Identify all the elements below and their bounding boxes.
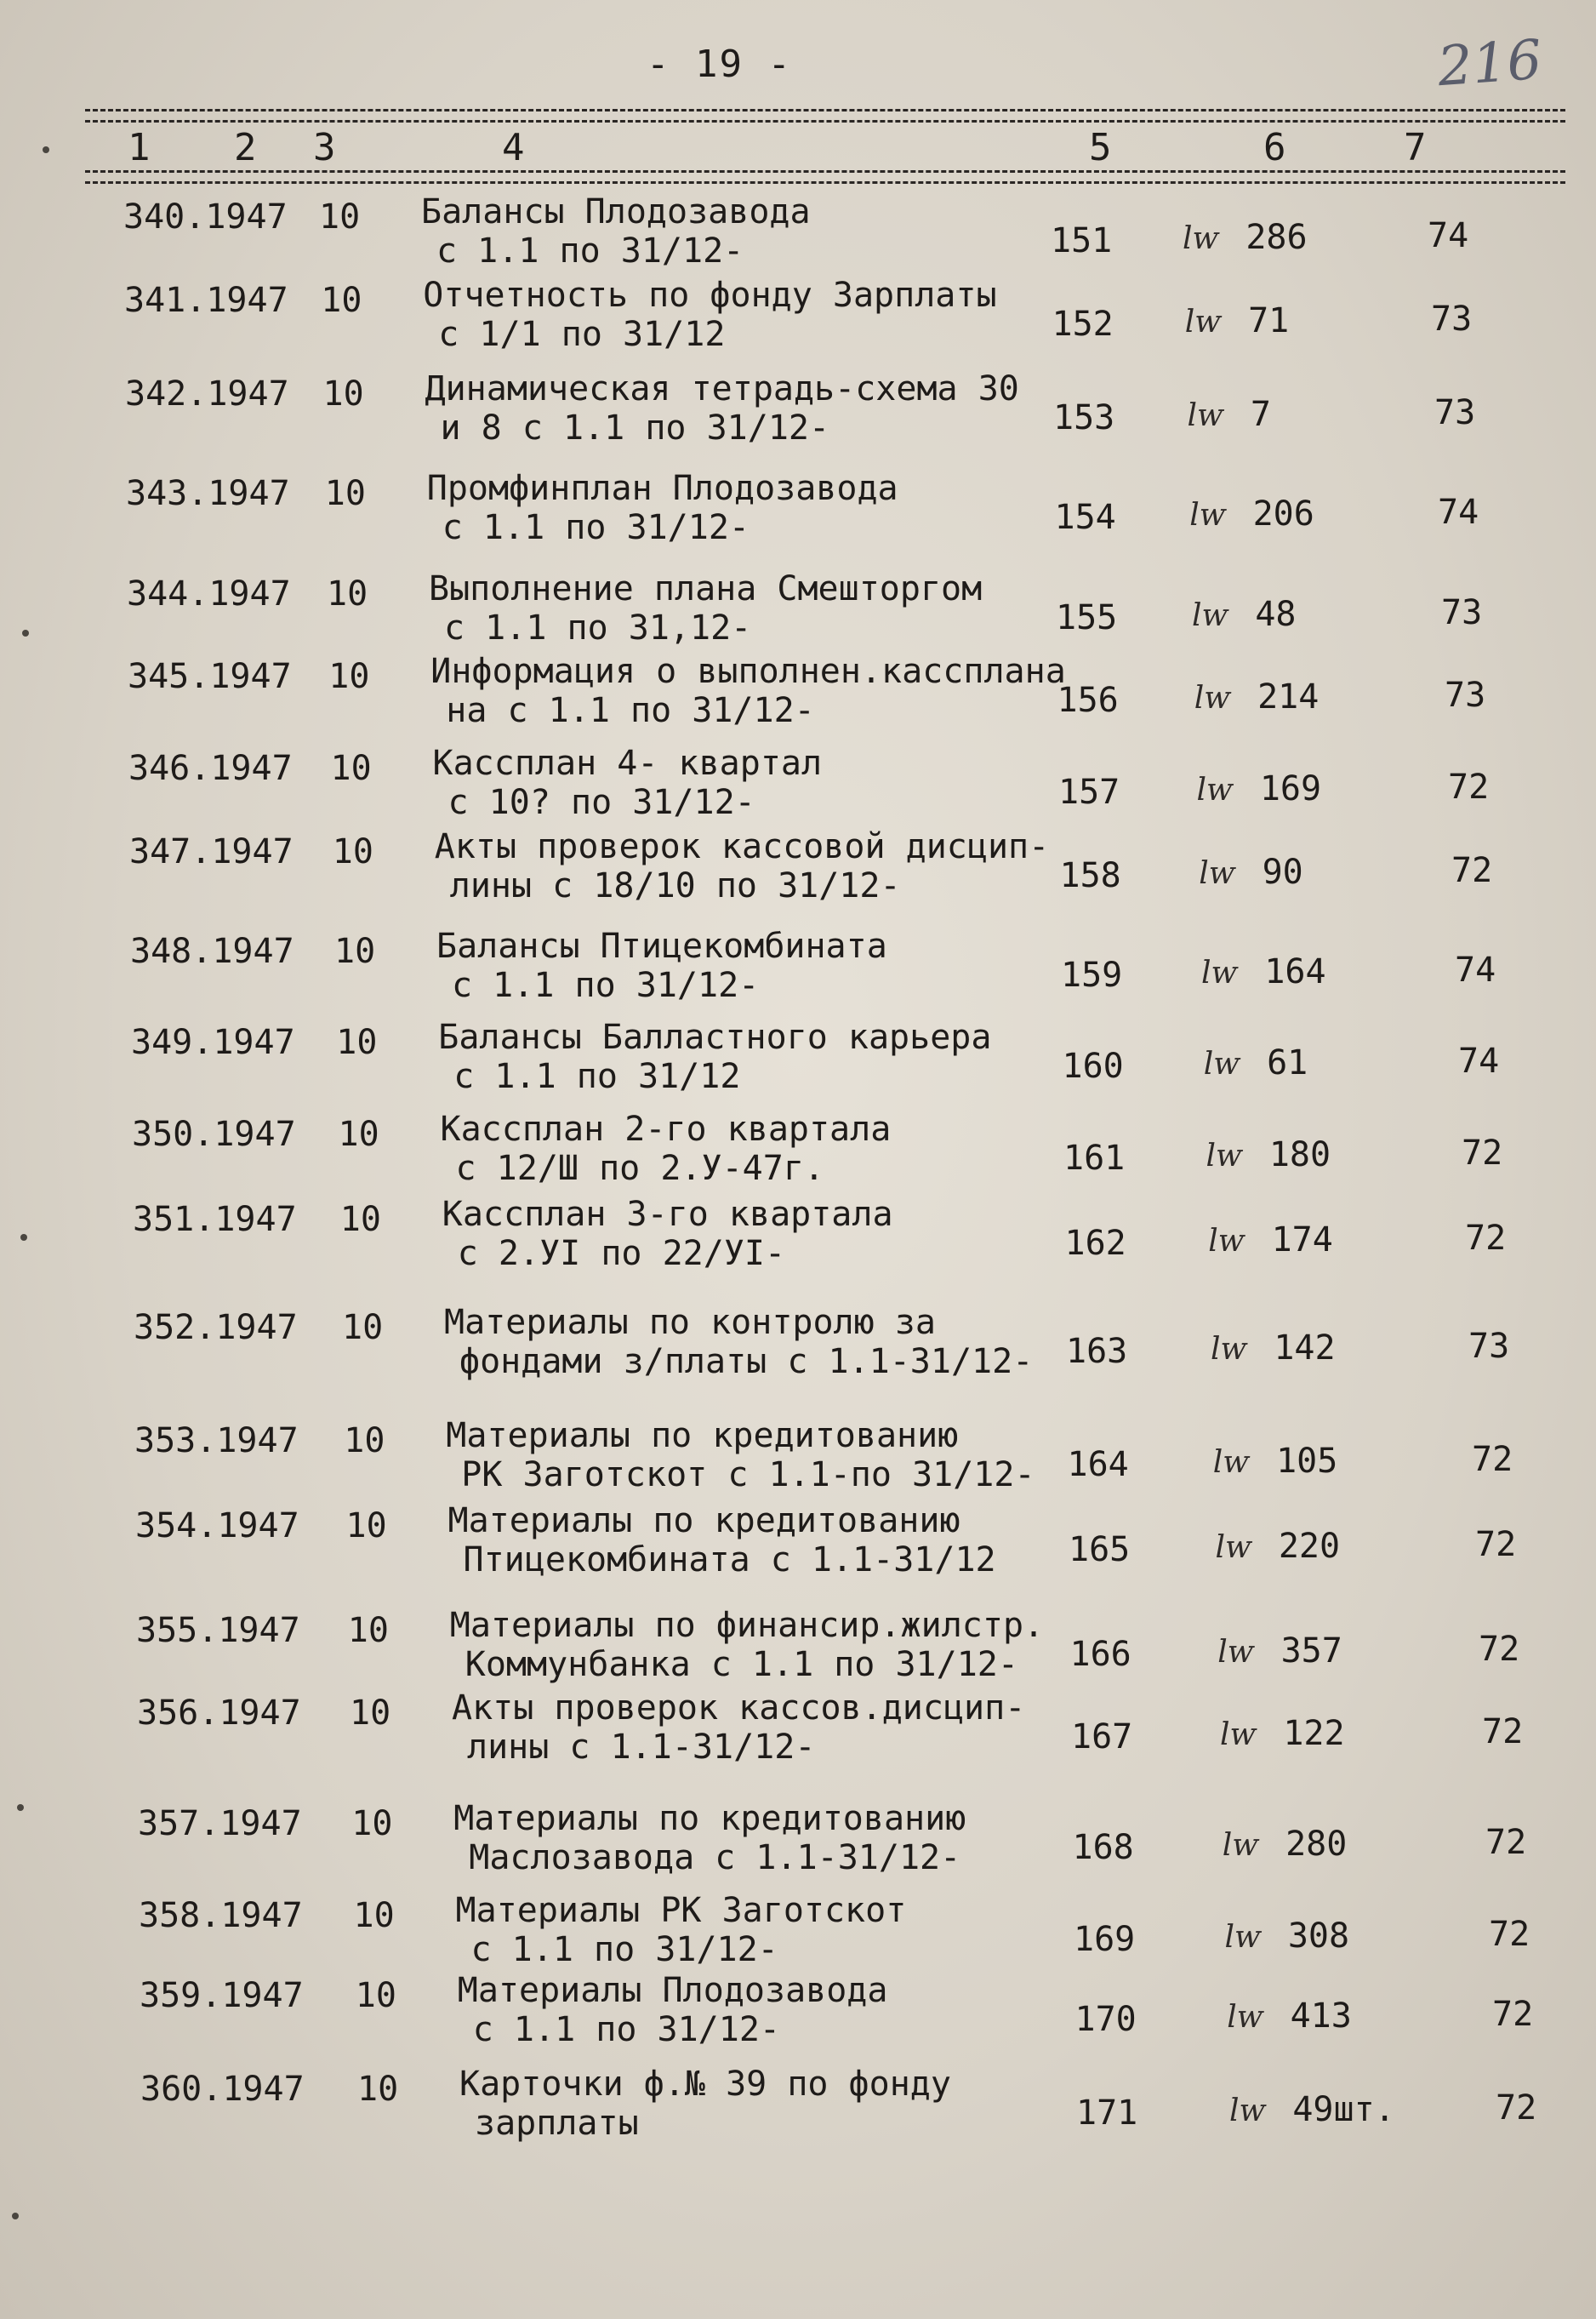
entry-year: 1947 [208,574,291,614]
column-header-1: 1 [128,126,151,169]
entry-year: 1947 [214,1115,296,1154]
entry-index: 344. [127,574,209,614]
entry-index: 360. [140,2070,223,2109]
handwritten-mark: lᴡ [1220,1717,1257,1752]
entry-column-6 [1204,1043,1308,1082]
entry-column-6-value: 286 [1245,218,1308,257]
entry-column-7: 74 [1455,951,1496,990]
entry-index: 347. [129,832,212,871]
column-header-7: 7 [1404,126,1427,169]
entry-category: 10 [353,1896,395,1935]
entry-year: 1947 [219,1804,302,1843]
handwritten-mark: lᴡ [1215,1530,1251,1565]
handwritten-mark: lᴡ [1222,1828,1259,1863]
entry-column-5: 155 [1056,598,1118,637]
entry-number [127,574,291,614]
entry-column-6 [1220,1714,1345,1753]
entry-title-line1: Кассплан 4- квартал [432,744,823,783]
column-header-4: 4 [502,126,525,169]
handwritten-mark: lᴡ [1201,956,1238,991]
entry-title-line2: РК Заготскот с 1.1-по 31/12- [461,1455,1035,1494]
entry-category: 10 [345,1506,387,1545]
entry-category: 10 [321,281,362,320]
entry-column-5: 160 [1062,1047,1124,1086]
entry-index: 355. [136,1611,219,1650]
handwritten-mark: lᴡ [1189,498,1226,533]
entry-category: 10 [344,1421,385,1460]
entry-title [452,1688,1025,1767]
entry-category: 10 [330,749,372,788]
entry-column-5: 161 [1063,1139,1126,1178]
entry-title [459,2065,951,2143]
entry-title [453,1799,966,1877]
entry-title-line2: Коммунбанка с 1.1 по 31/12- [465,1645,1018,1684]
handwritten-mark: lᴡ [1206,1139,1242,1174]
margin-mark [12,2213,19,2219]
entry-column-6 [1183,218,1308,257]
entry-column-7: 74 [1428,216,1469,255]
entry-title-line2: лины с 1.1-31/12- [467,1728,816,1767]
entry-column-7: 72 [1479,1630,1520,1669]
entry-title-line2: с 1.1 по 31/12- [442,508,750,547]
entry-column-5: 159 [1061,956,1123,995]
entry-column-6-value: 164 [1264,952,1326,991]
entry-title-line2: Маслозавода с 1.1-31/12- [469,1838,961,1877]
margin-mark [43,146,49,153]
entry-index: 343. [126,474,208,513]
entry-index: 358. [139,1896,221,1935]
entry-year: 1947 [215,1308,298,1347]
entry-column-5: 171 [1076,2093,1138,2133]
entry-title [448,1501,996,1579]
entry-column-7: 72 [1482,1712,1524,1751]
entry-column-6-value: 7 [1250,395,1271,434]
entry-category: 10 [332,832,373,871]
column-header-6: 6 [1263,126,1286,169]
entry-title-line2: с 10? по 31/12- [447,783,755,822]
entry-year: 1947 [218,1611,300,1650]
entry-column-5: 164 [1067,1445,1129,1484]
entry-number [132,1115,296,1154]
entry-column-6 [1213,1442,1338,1481]
entry-title-line1: Материалы по кредитованию [453,1799,966,1838]
entry-column-5: 151 [1051,221,1113,260]
entry-index: 350. [132,1115,214,1154]
entry-title-line2: с 1.1 по 31/12 [453,1057,741,1096]
entry-title-line2: с 1.1 по 31/12- [470,1930,778,1969]
entry-column-5: 158 [1059,856,1121,895]
entry-title [436,927,887,1005]
entry-column-5: 153 [1053,398,1115,437]
entry-column-6-value: 308 [1287,1916,1350,1956]
entry-title [444,1303,1033,1381]
header-rule-top [85,109,1565,123]
handwritten-mark: lᴡ [1208,1224,1245,1259]
entry-title-line2: лины с 18/10 по 31/12- [449,866,901,905]
entry-title-line1: Материалы по контролю за [444,1303,936,1342]
entry-title-line1: Материалы РК Заготскот [455,1891,907,1930]
handwritten-mark: lᴡ [1184,305,1222,340]
entry-year: 1947 [210,749,293,788]
entry-title [421,192,811,271]
entry-title-line1: Материалы Плодозавода [457,1971,888,2010]
entry-column-5: 154 [1054,498,1116,537]
entry-category: 10 [347,1611,389,1650]
handwritten-mark: lᴡ [1211,1332,1247,1367]
entry-title-line1: Кассплан 3-го квартала [442,1195,893,1234]
entry-index: 353. [134,1421,217,1460]
column-header-row [0,126,1596,168]
entry-column-7: 72 [1489,1915,1530,1954]
entry-column-6 [1199,853,1303,892]
entry-title-line2: с 1/1 по 31/12 [438,315,726,354]
handwritten-mark: lᴡ [1224,1920,1261,1955]
entry-column-6 [1229,2090,1395,2129]
entry-column-6-value: 206 [1252,494,1314,534]
entry-column-7: 72 [1472,1440,1513,1479]
handwritten-mark: lᴡ [1196,773,1233,808]
handwritten-mark: lᴡ [1183,221,1219,256]
entry-number [126,474,290,513]
entry-column-5: 170 [1074,2000,1137,2039]
entry-year: 1947 [216,1421,299,1460]
handwritten-mark: lᴡ [1199,856,1235,891]
entry-column-6 [1216,1527,1341,1566]
entry-column-5: 156 [1057,681,1119,720]
entry-column-5: 169 [1074,1920,1136,1959]
entry-title-line2: и 8 с 1.1 по 31/12- [440,408,830,448]
entry-title-line1: Кассплан 2-го квартала [440,1110,892,1149]
entry-index: 351. [133,1200,215,1239]
entry-column-7: 72 [1462,1134,1503,1173]
entry-number [131,1023,295,1062]
entry-index: 342. [125,374,208,414]
entry-title [441,1110,892,1188]
entry-title [450,1606,1044,1684]
handwritten-mark: lᴡ [1194,681,1231,716]
entry-year: 1947 [222,2070,305,2109]
entry-column-7: 72 [1485,1823,1527,1862]
entry-column-6 [1201,952,1326,991]
entry-year: 1947 [219,1694,301,1733]
entry-column-7: 72 [1451,851,1493,890]
entry-year: 1947 [205,197,288,237]
entry-title [430,652,1066,730]
entry-title-line1: Выполнение плана Смешторгом [429,569,983,608]
entry-category: 10 [338,1115,379,1154]
column-header-2: 2 [234,126,257,169]
entry-column-6-value: 280 [1285,1825,1348,1864]
column-header-5: 5 [1089,126,1112,169]
entry-title-line2: зарплаты [475,2104,639,2143]
entry-column-5: 166 [1069,1635,1131,1674]
entry-title [433,744,823,822]
entry-title [425,369,1019,448]
entry-title [446,1416,1035,1494]
entry-category: 10 [351,1804,393,1843]
entry-column-7: 73 [1468,1327,1510,1366]
entry-column-7: 73 [1431,300,1473,339]
entry-column-6 [1185,301,1290,340]
entry-title [427,469,898,547]
entry-title [423,276,996,354]
entry-index: 340. [123,197,206,237]
entry-column-5: 165 [1069,1530,1131,1569]
entry-column-6-value: 214 [1257,677,1320,717]
entry-number [138,1804,302,1843]
entry-column-6 [1206,1135,1331,1174]
entry-title-line1: Балансы Птицекомбината [436,927,887,966]
entry-category: 10 [342,1308,384,1347]
entry-column-7: 72 [1492,1995,1534,2034]
entry-title [429,569,982,648]
entry-title-line1: Акты проверок кассов.дисцип- [452,1688,1026,1728]
entry-category: 10 [319,197,361,237]
handwritten-mark: lᴡ [1187,398,1223,433]
entry-column-6-value: 142 [1274,1328,1336,1368]
entry-column-6-value: 180 [1268,1135,1331,1174]
entry-column-7: 73 [1441,593,1483,632]
entry-number [128,749,293,788]
entry-title-line1: Промфинплан Плодозавода [426,469,898,508]
entry-year: 1947 [212,932,294,971]
entry-title-line1: Динамическая тетрадь-схема 30 [425,369,1019,408]
entry-title [456,1891,907,1969]
entry-title-line2: с 1.1 по 31/12- [436,231,744,271]
entry-title-line1: Информация о выполнен.кассплана [430,652,1066,691]
entry-number [133,1200,297,1239]
entry-column-7: 74 [1438,493,1479,532]
entry-title [458,1971,888,2049]
entry-number [123,197,288,237]
entry-title-line2: с 2.УI по 22/УI- [457,1234,786,1273]
entry-column-6-value: 61 [1267,1043,1308,1082]
entry-column-6 [1217,1631,1342,1671]
entry-number [130,932,294,971]
entry-column-6 [1194,677,1320,717]
entry-column-5: 168 [1072,1828,1134,1867]
margin-mark [20,1234,27,1241]
entry-column-6 [1211,1328,1336,1368]
entry-column-7: 73 [1434,393,1476,432]
entry-number [137,1694,301,1733]
entry-category: 10 [322,374,364,414]
entry-column-6-value: 90 [1262,853,1303,892]
margin-mark [22,630,29,637]
entry-index: 346. [128,749,211,788]
entry-category: 10 [327,574,368,614]
entry-column-7: 72 [1448,768,1490,807]
entry-category: 10 [339,1200,381,1239]
entry-number [124,281,288,320]
entry-column-7: 74 [1458,1042,1500,1081]
entry-category: 10 [324,474,366,513]
entry-year: 1947 [221,1976,304,2015]
entry-year: 1947 [213,1023,295,1062]
entry-year: 1947 [217,1506,299,1545]
entry-column-6-value: 122 [1283,1714,1345,1753]
entry-index: 357. [138,1804,220,1843]
entry-title-line2: с 1.1 по 31,12- [444,608,752,648]
entry-column-6-value: 220 [1278,1527,1341,1566]
archive-sheet-number: 216 [1435,28,1544,100]
entry-year: 1947 [208,474,290,513]
entry-index: 359. [140,1976,222,2015]
entry-title-line2: с 1.1 по 31/12- [452,966,760,1005]
entry-title-line1: Балансы Плодозавода [421,192,811,231]
entry-number [135,1506,299,1545]
entry-category: 10 [357,2070,399,2109]
entry-column-6 [1188,395,1271,434]
handwritten-mark: lᴡ [1212,1445,1250,1480]
handwritten-mark: lᴡ [1227,2000,1263,2035]
entry-column-7: 72 [1475,1525,1517,1564]
entry-number [128,657,292,696]
entry-column-5: 162 [1064,1224,1126,1263]
entry-index: 349. [131,1023,214,1062]
entry-column-6-value: 71 [1248,301,1290,340]
entry-column-7: 72 [1465,1219,1507,1258]
entry-year: 1947 [214,1200,297,1239]
entry-title-line2: с 12/Ш по 2.У-47г. [455,1149,824,1188]
entry-column-6-value: 413 [1290,1996,1352,2036]
entry-column-5: 157 [1058,773,1120,812]
margin-mark [17,1804,24,1811]
entry-category: 10 [328,657,370,696]
entry-index: 345. [128,657,210,696]
entry-category: 10 [336,1023,378,1062]
entry-year: 1947 [209,657,292,696]
entry-title [435,827,1049,905]
entry-column-7: 73 [1445,676,1486,715]
entry-year: 1947 [207,374,289,414]
entry-column-6 [1208,1220,1333,1259]
entry-index: 356. [137,1694,219,1733]
entry-title-line1: Отчетность по фонду Зарплаты [423,276,997,315]
handwritten-mark: lᴡ [1217,1635,1254,1670]
entry-year: 1947 [211,832,294,871]
entry-number [134,1421,299,1460]
entry-index: 341. [124,281,207,320]
entry-number [140,2070,305,2109]
entry-number [140,1976,304,2015]
entry-number [129,832,294,871]
entry-column-6 [1189,494,1314,534]
entry-number [125,374,289,414]
entry-number [139,1896,303,1935]
entry-title-line2: фондами з/платы с 1.1-31/12- [459,1342,1034,1381]
handwritten-mark: lᴡ [1229,2093,1266,2128]
entry-column-6 [1223,1825,1348,1864]
entry-column-6-value: 169 [1259,769,1322,808]
entry-year: 1947 [220,1896,303,1935]
entry-title-line1: Материалы по кредитованию [447,1501,960,1540]
entry-index: 348. [130,932,213,971]
entry-column-6-value: 357 [1280,1631,1342,1671]
entry-number [134,1308,298,1347]
entry-category: 10 [355,1976,396,2015]
entry-title-line1: Балансы Балластного карьера [438,1018,992,1057]
entry-category: 10 [350,1694,391,1733]
entry-title-line1: Материалы по финансир.жилстр. [449,1606,1045,1645]
entry-column-5: 167 [1071,1717,1133,1756]
entry-index: 354. [135,1506,218,1545]
entry-title-line2: с 1.1 по 31/12- [472,2010,780,2049]
entry-column-6 [1227,1996,1352,2036]
entry-index: 352. [134,1308,216,1347]
entry-title [438,1018,991,1096]
entry-title-line1: Материалы по кредитованию [446,1416,959,1455]
entry-number [136,1611,300,1650]
entry-column-6 [1192,595,1297,634]
entry-column-6 [1225,1916,1350,1956]
column-header-3: 3 [313,126,336,169]
entry-title-line1: Карточки ф.№ 39 по фонду [459,2065,951,2104]
entry-category: 10 [334,932,376,971]
entry-column-7: 72 [1496,2088,1537,2128]
entry-year: 1947 [206,281,288,320]
entry-column-6-value: 105 [1276,1442,1338,1481]
entry-column-6-value: 174 [1271,1220,1333,1259]
entry-column-6 [1197,769,1322,808]
entry-title [442,1195,893,1273]
entry-title-line2: Птицекомбината с 1.1-31/12 [463,1540,996,1579]
page-number: - 19 - [647,43,792,86]
header-rule-bottom [85,170,1565,184]
handwritten-mark: lᴡ [1192,598,1228,633]
entry-title-line1: Акты проверок кассовой дисцип- [434,827,1050,866]
entry-column-6-value: 48 [1255,595,1297,634]
entry-column-5: 152 [1052,305,1114,344]
entry-column-5: 163 [1066,1332,1128,1371]
entry-column-6-value: 49шт. [1292,2090,1395,2129]
handwritten-mark: lᴡ [1203,1047,1240,1082]
entry-title-line2: на с 1.1 по 31/12- [446,691,815,730]
